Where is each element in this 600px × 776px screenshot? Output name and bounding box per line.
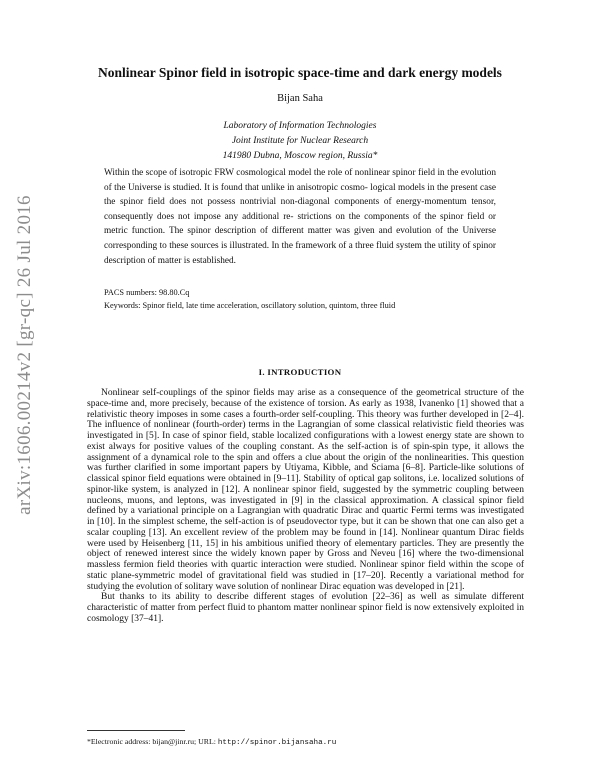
body-paragraph: Nonlinear self-couplings of the spinor fields may arise as a consequence of the geometrical structure of the space-time and, more precisely, because of the existence of torsion. As early as 1938, Ivanenko [1] showed that a relativistic theory imposes in some cases a fourth-order self-coupling. This theory was further developed in [2–4]. The influence of nonlinear (fourth-order) terms in the Lagrangian of some classical relativistic field theories was investigated in [5]. In case of spinor field, stable localized configurations with a lowest energy state are shown to exist always for positive values of the coupling constant. As the self-action is of spin-spin type, it allows the assignment of a dynamical role to the spin and offers a clue about the origin of the nonlinearities. This question was further clarified in some important papers by Utiyama, Kibble, and Sciama [6–8]. Particle-like solutions of classical spinor field equations were obtained in [9–11]. Stability of optical gap solitons, i.e. localized solutions of spinor-like system, is analyzed in [12]. A nonlinear spinor field, suggested by the symmetric coupling between nucleons, muons, and leptons, was investigated in [9] in the classical approximation. A classical spinor field defined by a variational principle on a Lagrangian with quadratic Dirac and quartic Fermi terms was investigated in [10]. In the simplest scheme, the self-action is of pseudovector type, but it can be shown that one can also get a scalar coupling [13]. An excellent review of the problem may be found in [14]. Nonlinear quantum Dirac fields were used by Heisenberg [11, 15] in his ambitious unified theory of elementary particles. They are presently the object of renewed interest since the widely known paper by Gross and Neveu [16] where the two-dimensional massless fermion field theories with quartic interaction were studied. Nonlinear spinor field within the scope of static plane-symmetric model of gravitational field was studied in [17–20]. Recently a variational method for studying the evolution of solitary wave solution of nonlinear Dirac equation was developed in [21].	[87, 388, 524, 592]
paper-metadata	[104, 286, 496, 312]
footnote	[87, 737, 524, 748]
affiliation-line: Laboratory of Information Technologies	[223, 121, 377, 131]
section-body	[87, 388, 524, 625]
section-heading: I. INTRODUCTION	[258, 367, 342, 377]
affiliation	[70, 119, 530, 164]
abstract-line: is illustrated. In the framework of a three fluid system the utility of spinor description of	[104, 240, 496, 266]
author-name: Bijan Saha	[277, 93, 323, 104]
abstract-line: logical models in the present case the spinor field does not possess nontrivial non-diagonal	[104, 182, 497, 208]
author-url-link[interactable]: http://spinor.bijansaha.ru	[217, 739, 337, 747]
abstract-line: components of energy-momentum tensor, consequently does not impose any additional re-	[104, 197, 496, 222]
body-paragraph: But thanks to its ability to describe different stages of evolution [22–36] as well as simulate different characteristic of matter from perfect fluid to phantom matter nonlinear spinor field is now extensively exploited in cosmology [37–41].	[87, 592, 524, 624]
pacs-numbers: PACS numbers: 98.80.Cq	[104, 288, 190, 297]
abstract-line: strictions on the components of the spinor field or metric function. The spinor description	[104, 211, 496, 237]
abstract-line: Within the scope of isotropic FRW cosmological model the role of nonlinear spinor field	[104, 168, 436, 178]
abstract	[104, 166, 496, 268]
arxiv-identifier-text: arXiv:1606.00214v2 [gr-qc] 26 Jul 2016	[14, 195, 35, 515]
abstract-line: in the evolution of the Universe is studied. It is found that unlike in anisotropic cosmo-	[104, 168, 497, 193]
abstract-line: of different matter was given and evolution of the Universe corresponding to these sources	[104, 226, 497, 251]
abstract-line: matter is established.	[157, 255, 236, 266]
paper-title: Nonlinear Spinor field in isotropic space-time and dark energy models	[98, 65, 502, 80]
affiliation-line: 141980 Dubna, Moscow region, Russia*	[222, 151, 378, 161]
keywords: Keywords: Spinor field, late time acceleration, oscillatory solution, quintom, three fluid	[104, 301, 396, 310]
footnote-divider	[87, 730, 185, 731]
affiliation-line: Joint Institute for Nuclear Research	[231, 136, 369, 146]
arxiv-identifier	[13, 160, 37, 550]
footnote-text: *Electronic address: bijan@jinr.ru; URL:	[87, 737, 218, 746]
